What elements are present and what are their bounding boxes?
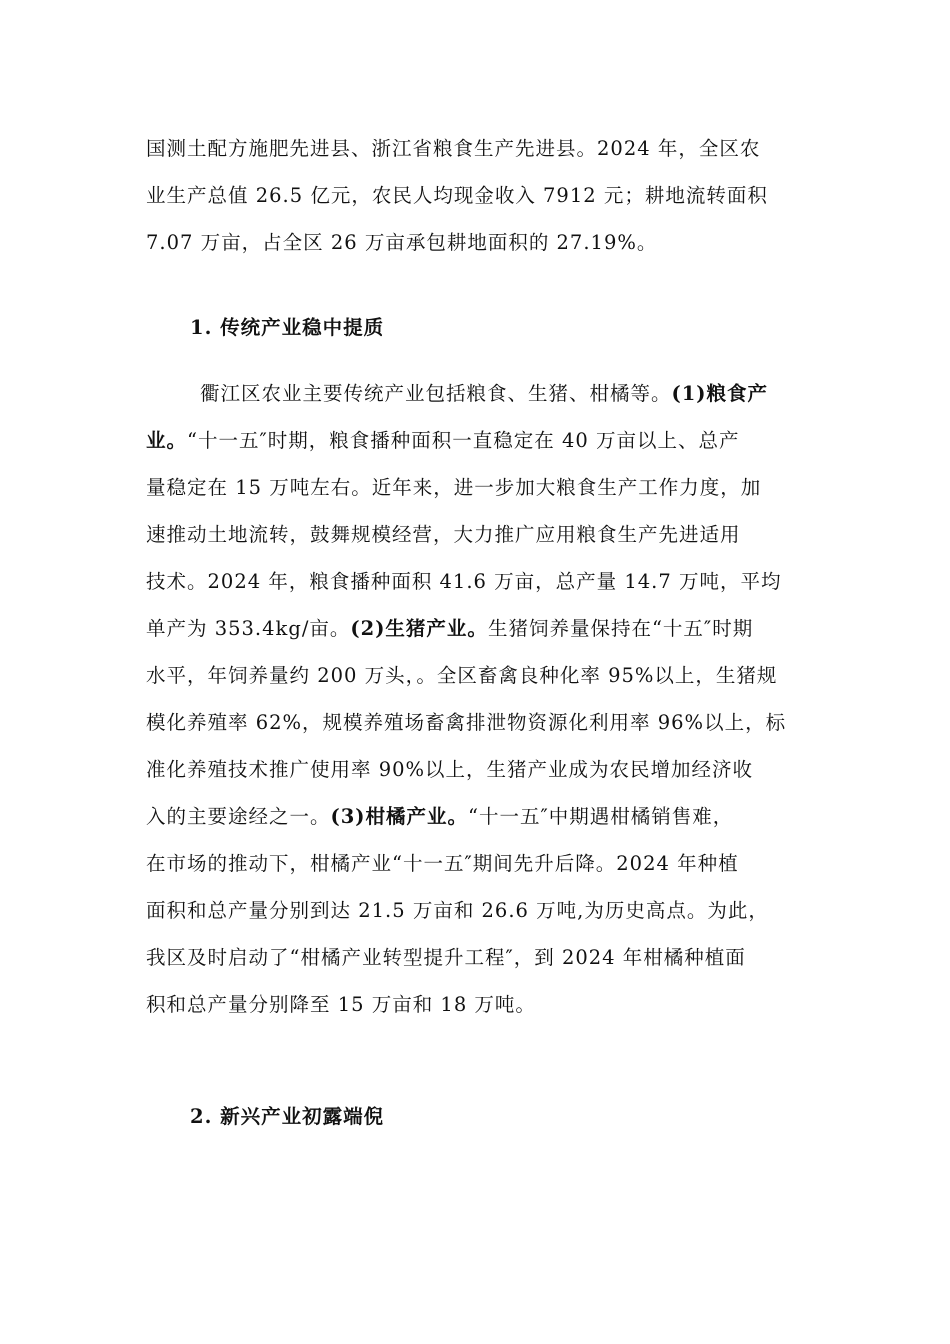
traditional-industry-paragraph <box>146 370 806 1028</box>
paragraph-line: 水平，年饲养量约 200 万头，。全区畜禽良种化率 95%以上，生猪规 <box>146 664 778 687</box>
section-heading-emerging-industry: 2. 新兴产业初露端倪 <box>190 1105 385 1128</box>
paragraph-line: 业生产总值 26.5 亿元，农民人均现金收入 7912 元；耕地流转面积 <box>146 184 768 207</box>
intro-paragraph <box>146 125 806 266</box>
paragraph-line: 7.07 万亩，占全区 26 万亩承包耕地面积的 27.19%。 <box>146 231 658 254</box>
text-run: 生猪饲养量保持在“十五″时期 <box>487 617 754 640</box>
pig-industry-label: (2)生猪产业。 <box>350 617 488 640</box>
text-run: “十一五″时期，粮食播种面积一直稳定在 40 万亩以上、总产 <box>187 429 740 452</box>
paragraph-line: 模化养殖率 62%，规模养殖场畜禽排泄物资源化利用率 96%以上，标 <box>146 711 787 734</box>
paragraph-line: 面积和总产量分别到达 21.5 万亩和 26.6 万吨,为历史高点。为此， <box>146 899 769 922</box>
section-heading-traditional-industry: 1. 传统产业稳中提质 <box>190 316 385 339</box>
text-run: 单产为 353.4kg/亩。 <box>146 617 351 640</box>
paragraph-line: 国测土配方施肥先进县、浙江省粮食生产先进县。2024 年，全区农 <box>146 137 761 160</box>
paragraph-line: 我区及时启动了“柑橘产业转型提升工程″，到 2024 年柑橘种植面 <box>146 946 746 969</box>
text-run: 衢江区农业主要传统产业包括粮食、生猪、柑橘等。 <box>200 382 672 405</box>
paragraph-line: 量稳定在 15 万吨左右。近年来，进一步加大粮食生产工作力度，加 <box>146 476 762 499</box>
paragraph-line <box>146 370 806 417</box>
paragraph-line: 准化养殖技术推广使用率 90%以上，生猪产业成为农民增加经济收 <box>146 758 754 781</box>
paragraph-line: 速推动土地流转，鼓舞规模经营，大力推广应用粮食生产先进适用 <box>146 523 741 546</box>
paragraph-line: 积和总产量分别降至 15 万亩和 18 万吨。 <box>146 993 536 1016</box>
paragraph-line <box>146 417 806 464</box>
paragraph-line <box>146 605 806 652</box>
text-run: “十一五″中期遇柑橘销售难， <box>468 805 734 828</box>
paragraph-line: 在市场的推动下，柑橘产业“十一五″期间先升后降。2024 年种植 <box>146 852 739 875</box>
citrus-industry-label: (3)柑橘产业。 <box>330 805 469 828</box>
grain-industry-label-end: 业。 <box>146 429 188 452</box>
paragraph-line: 技术。2024 年，粮食播种面积 41.6 万亩，总产量 14.7 万吨，平均 <box>146 570 782 593</box>
text-run: 入的主要途经之一。 <box>146 805 331 828</box>
paragraph-line <box>146 793 806 840</box>
grain-industry-label: (1)粮食产 <box>671 382 769 405</box>
